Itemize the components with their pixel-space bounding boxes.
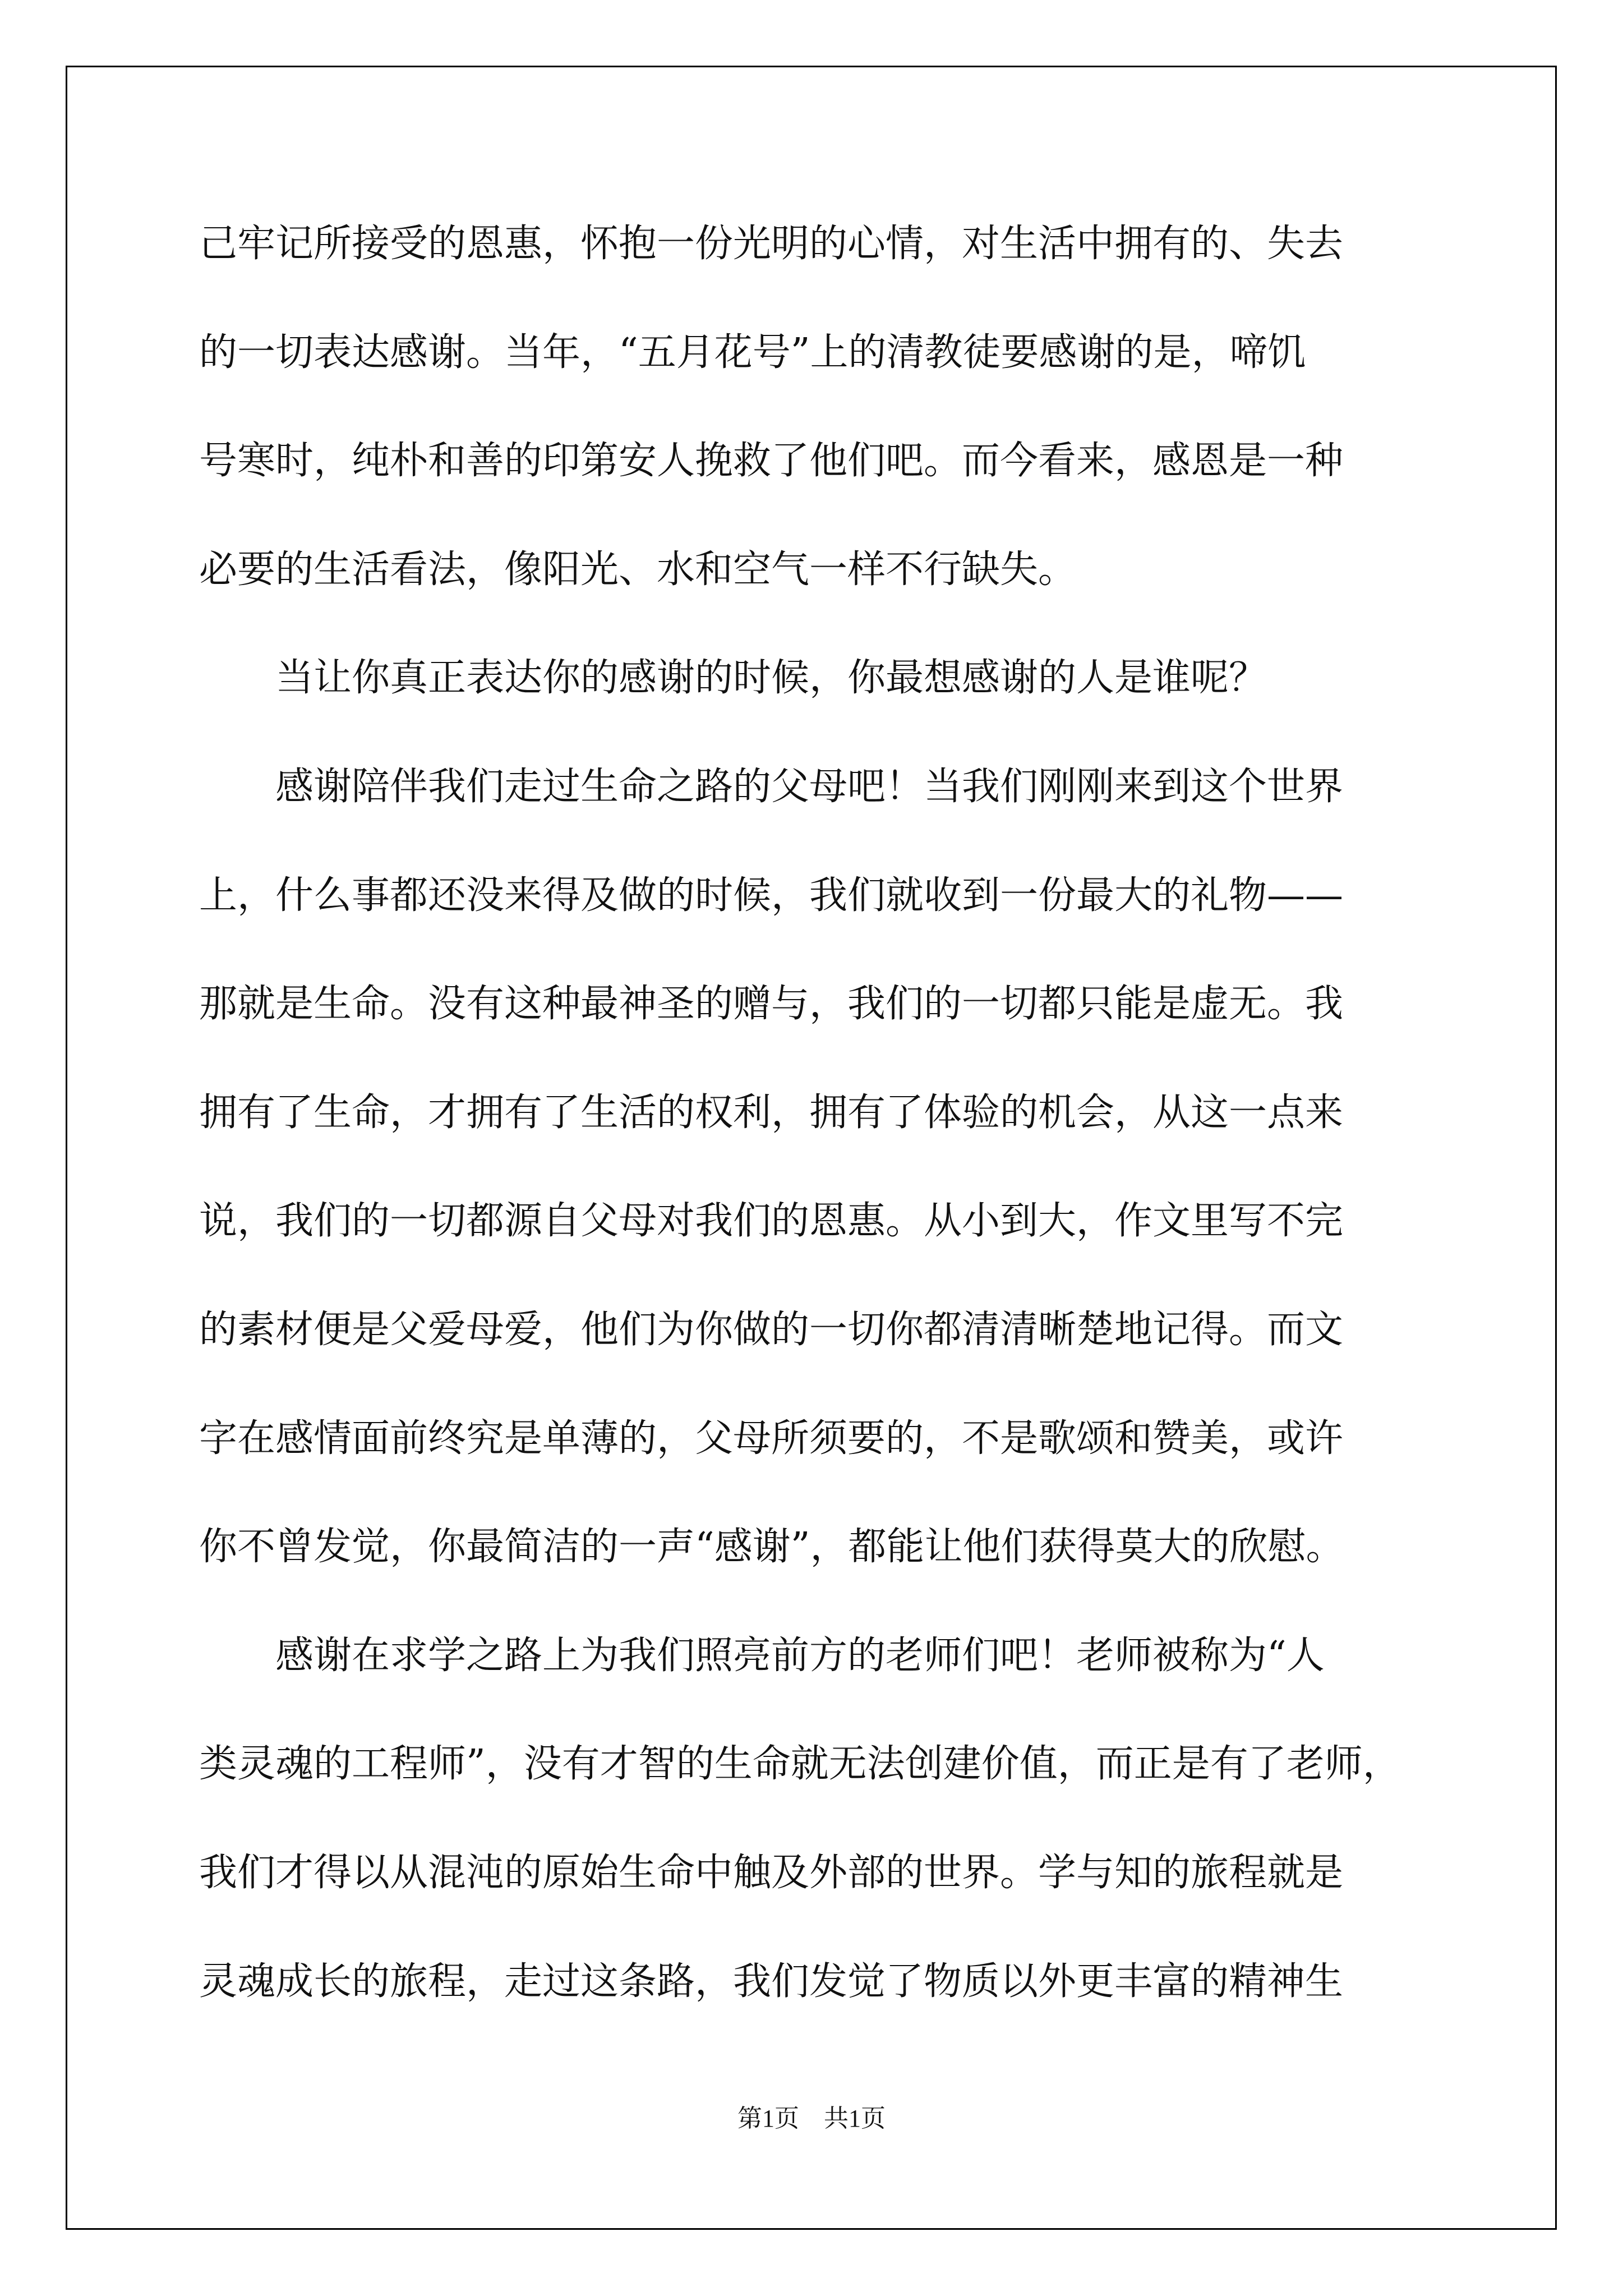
text-line: 号寒时，纯朴和善的印第安人挽救了他们吧。而今看来，感恩是一种	[199, 439, 1344, 484]
text-line: 灵魂成长的旅程，走过这条路，我们发觉了物质以外更丰富的精神生	[199, 1959, 1344, 2004]
text-line: 感谢陪伴我们走过生命之路的父母吧！当我们刚刚来到这个世界	[199, 764, 1344, 809]
document-body	[199, 211, 1433, 2058]
text-line: 字在感情面前终究是单薄的，父母所须要的，不是歌颂和赞美，或许	[199, 1416, 1344, 1461]
text-line: 必要的生活看法，像阳光、水和空气一样不行缺失。	[199, 547, 1077, 592]
text-line: 的素材便是父爱母爱，他们为你做的一切你都清清晰楚地记得。而文	[199, 1307, 1344, 1352]
text-line: 的一切表达感谢。当年，“五月花号”上的清教徒要感谢的是，啼饥	[199, 330, 1306, 375]
text-line: 那就是生命。没有这种最神圣的赠与，我们的一切都只能是虚无。我	[199, 982, 1344, 1027]
text-line: 拥有了生命，才拥有了生活的权利，拥有了体验的机会，从这一点来	[199, 1090, 1344, 1135]
page-footer: 第1页 共1页	[737, 2105, 886, 2132]
text-line: 类灵魂的工程师”，没有才智的生命就无法创建价值，而正是有了老师，	[199, 1742, 1401, 1787]
text-line: 你不曾发觉，你最简洁的一声“感谢”，都能让他们获得莫大的欣慰。	[199, 1525, 1344, 1570]
text-line: 上，什么事都还没来得及做的时候，我们就收到一份最大的礼物——	[199, 873, 1344, 918]
text-line: 我们才得以从混沌的原始生命中触及外部的世界。学与知的旅程就是	[199, 1850, 1344, 1895]
text-line: 己牢记所接受的恩惠，怀抱一份光明的心情，对生活中拥有的、失去	[199, 222, 1344, 266]
text-line: 当让你真正表达你的感谢的时候，你最想感谢的人是谁呢？	[199, 656, 1267, 701]
text-line: 感谢在求学之路上为我们照亮前方的老师们吧！老师被称为“人	[199, 1633, 1325, 1678]
text-line: 说，我们的一切都源自父母对我们的恩惠。从小到大，作文里写不完	[199, 1199, 1344, 1244]
